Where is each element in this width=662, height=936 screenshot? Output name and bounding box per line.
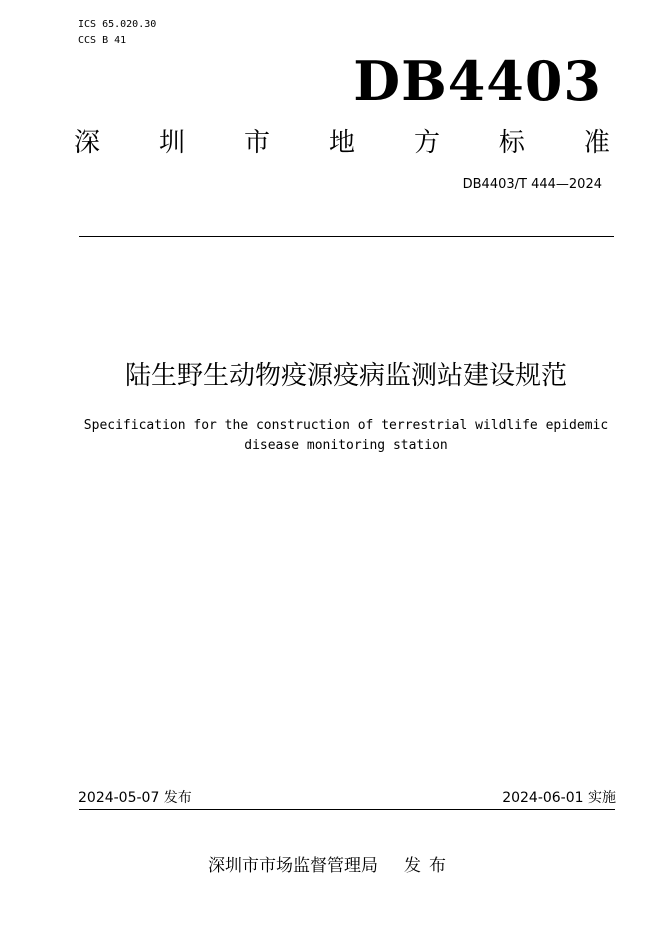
title-english-line: disease monitoring station xyxy=(244,438,448,453)
ccs-code: CCS B 41 xyxy=(78,35,127,46)
standard-level-char: 标 xyxy=(498,128,525,158)
publisher xyxy=(0,854,662,878)
implementation-date: 2024-06-01 实施 xyxy=(502,790,616,806)
standard-level-char: 深 xyxy=(74,128,101,158)
title-chinese: 陆生野生动物疫源疫病监测站建设规范 xyxy=(124,361,567,391)
standard-level-char: 圳 xyxy=(158,128,185,158)
publisher-verb: 发布 xyxy=(404,856,454,876)
footer-divider xyxy=(79,809,615,810)
standard-level-char: 准 xyxy=(583,128,610,158)
standard-level-char: 地 xyxy=(328,128,355,158)
publisher-name: 深圳市市场监督管理局 xyxy=(208,856,378,876)
issue-date: 2024-05-07 发布 xyxy=(78,790,192,806)
standard-level xyxy=(74,126,610,160)
standard-level-char: 市 xyxy=(243,128,270,158)
standard-mark: DB4403 xyxy=(353,49,602,113)
ics-code: ICS 65.020.30 xyxy=(78,19,157,30)
title-english xyxy=(80,416,612,456)
standard-number: DB4403/T 444—2024 xyxy=(462,177,602,192)
title-english-line: Specification for the construction of terrestrial wildlife epidemic xyxy=(83,418,609,433)
standard-level-char: 方 xyxy=(413,128,440,158)
header-divider xyxy=(79,236,614,237)
